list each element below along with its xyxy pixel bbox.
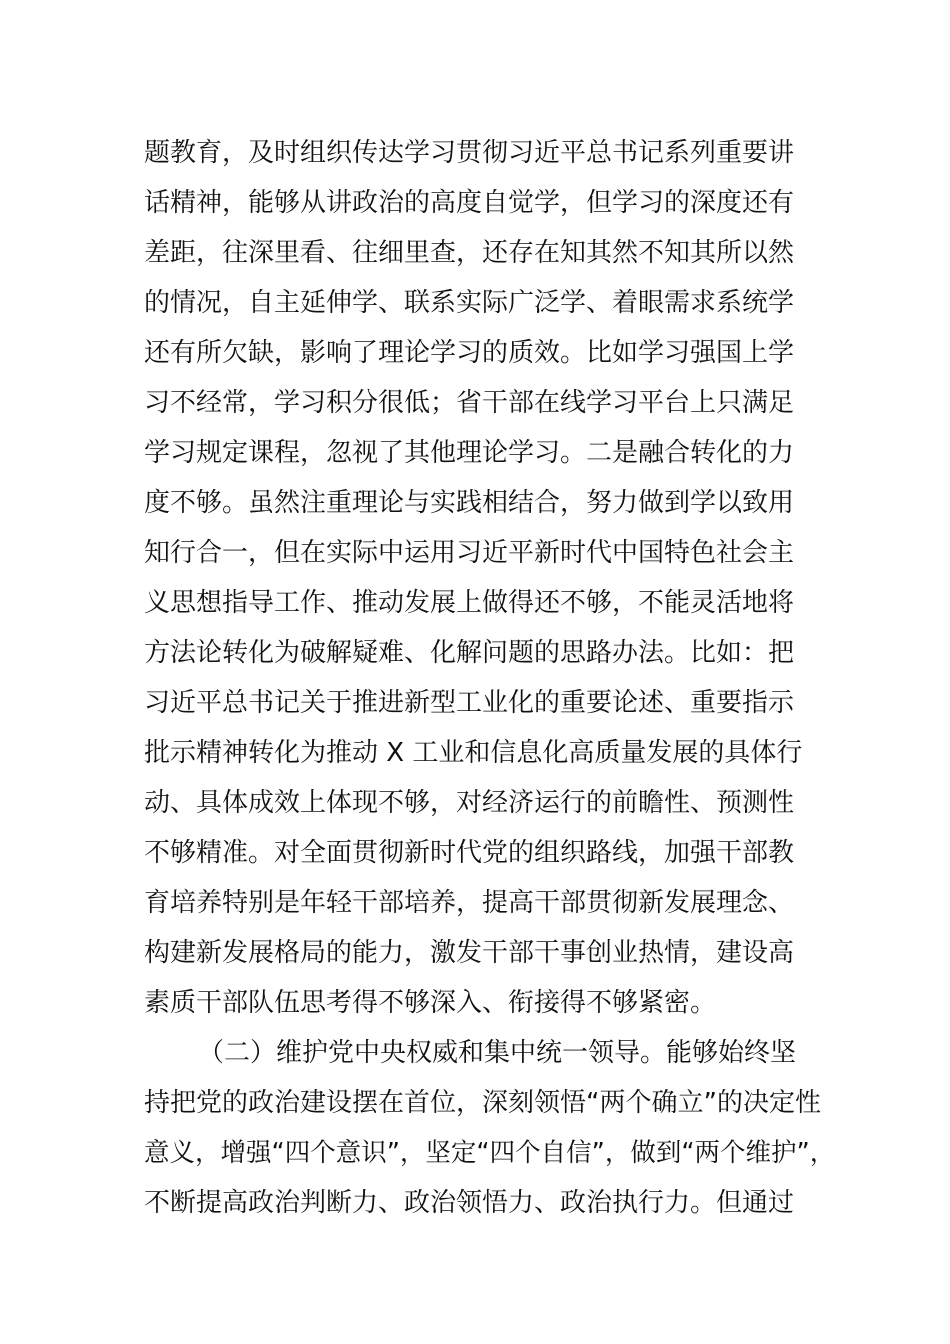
text-line: 话精神，能够从讲政治的高度自觉学，但学习的深度还有 — [144, 188, 795, 218]
text-line: 还有所欠缺，影响了理论学习的质效。比如学习强国上学 — [144, 338, 795, 368]
text-line: 持把党的政治建设摆在首位，深刻领悟“两个确立”的决定性 — [144, 1088, 821, 1118]
text-line: 方法论转化为破解疑难、化解问题的思路办法。比如：把 — [144, 638, 795, 668]
section-heading-line: （二）维护党中央权威和集中统一领导。能够始终坚 — [198, 1038, 797, 1068]
text-line: 构建新发展格局的能力，激发干部干事创业热情，建设高 — [144, 938, 795, 968]
text-line: 知行合一，但在实际中运用习近平新时代中国特色社会主 — [144, 538, 795, 568]
text-line: 素质干部队伍思考得不够深入、衔接得不够紧密。 — [144, 988, 717, 1018]
text-line: 不够精准。对全面贯彻新时代党的组织路线，加强干部教 — [144, 838, 795, 868]
text-line: 意义，增强“四个意识”，坚定“四个自信”，做到“两个维护”， — [144, 1138, 836, 1168]
text-line: 批示精神转化为推动 X 工业和信息化高质量发展的具体行 — [144, 738, 803, 768]
text-line: 义思想指导工作、推动发展上做得还不够，不能灵活地将 — [144, 588, 795, 618]
text-line: 题教育，及时组织传达学习贯彻习近平总书记系列重要讲 — [144, 138, 795, 168]
text-line: 学习规定课程，忽视了其他理论学习。二是融合转化的力 — [144, 438, 795, 468]
text-line: 习近平总书记关于推进新型工业化的重要论述、重要指示 — [144, 688, 795, 718]
text-line: 度不够。虽然注重理论与实践相结合，努力做到学以致用 — [144, 488, 795, 518]
text-line: 的情况，自主延伸学、联系实际广泛学、着眼需求系统学 — [144, 288, 795, 318]
text-line: 动、具体成效上体现不够，对经济运行的前瞻性、预测性 — [144, 788, 795, 818]
body-text — [144, 128, 844, 1228]
text-line: 不断提高政治判断力、政治领悟力、政治执行力。但通过 — [144, 1188, 795, 1218]
text-line: 差距，往深里看、往细里查，还存在知其然不知其所以然 — [144, 238, 795, 268]
text-line: 习不经常，学习积分很低；省干部在线学习平台上只满足 — [144, 388, 795, 418]
text-line: 育培养特别是年轻干部培养，提高干部贯彻新发展理念、 — [144, 888, 795, 918]
